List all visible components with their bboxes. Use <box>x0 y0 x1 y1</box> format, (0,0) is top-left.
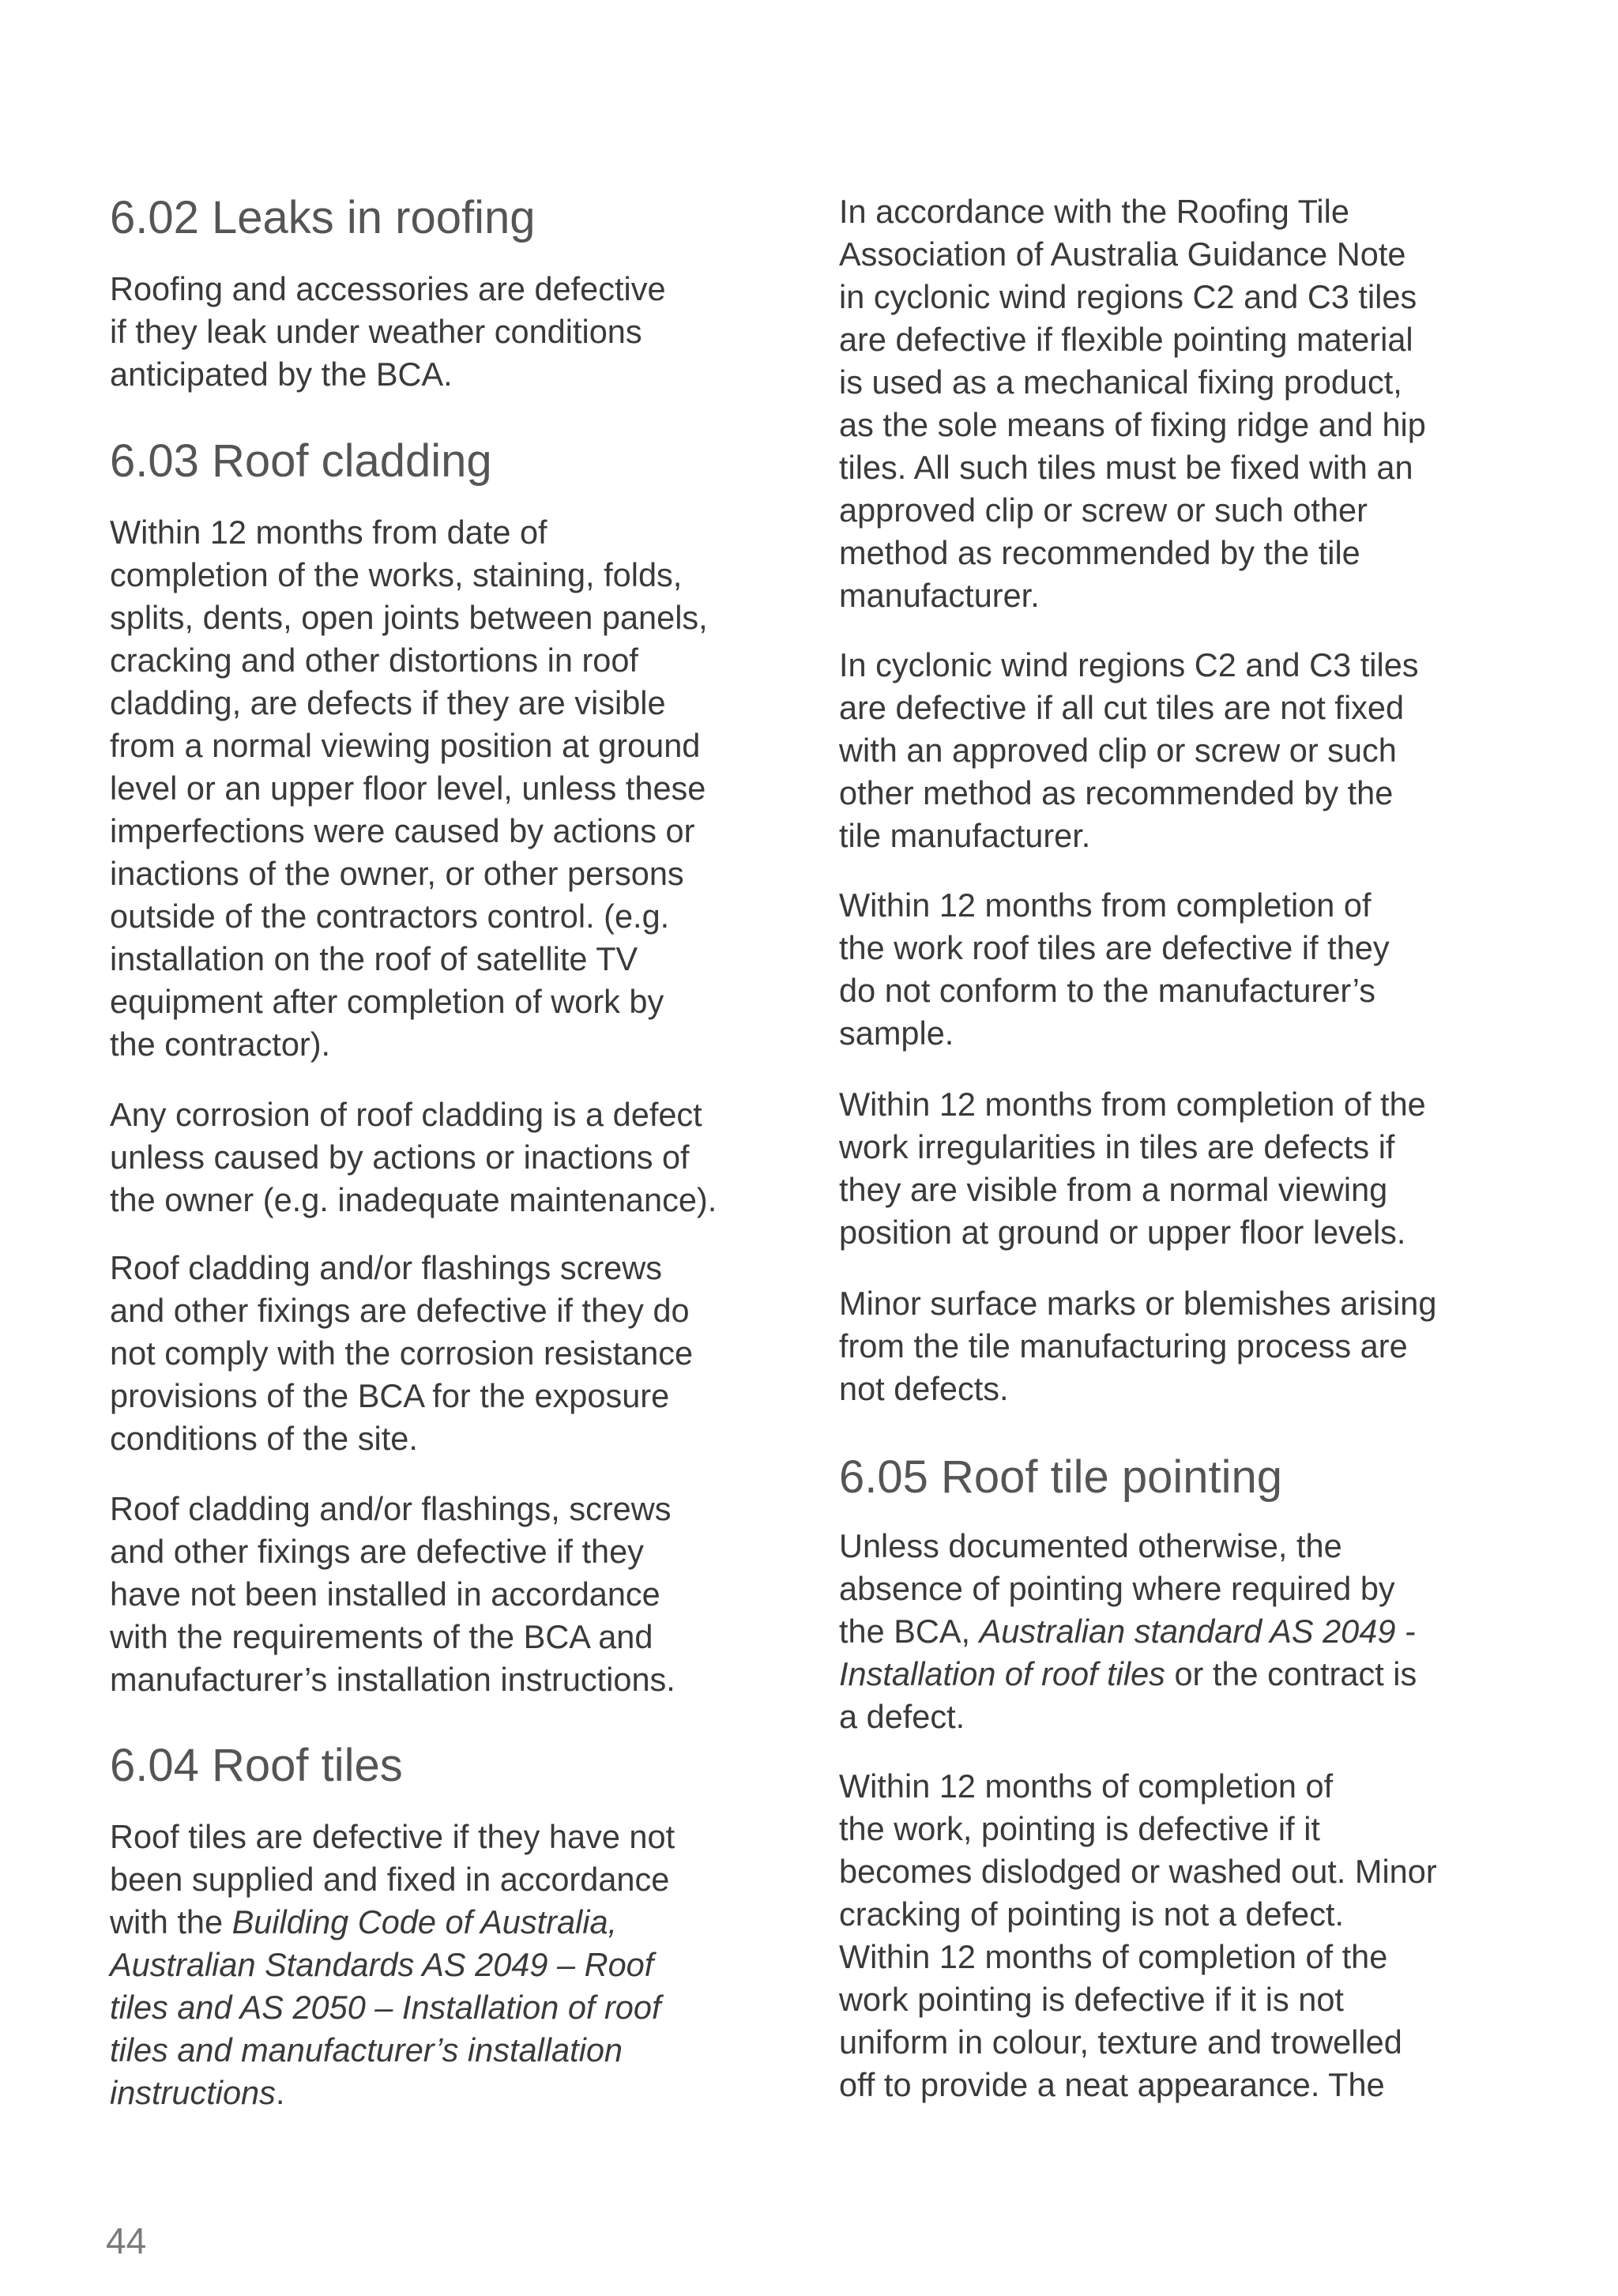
heading-6-03: 6.03 Roof cladding <box>110 435 492 487</box>
text-line: from the tile manufacturing process are <box>839 1327 1408 1364</box>
text-line: equipment after completion of work by <box>110 983 664 1020</box>
text-line: Within 12 months from completion of the <box>839 1086 1426 1123</box>
text-run: or the contract is <box>1165 1655 1417 1692</box>
text-line: cracking of pointing is not a defect. <box>839 1895 1345 1933</box>
text-line: Within 12 months of completion of <box>839 1767 1334 1805</box>
text-line: not defects. <box>839 1370 1009 1407</box>
paragraph-6-05-absence <box>839 1525 1417 1738</box>
text-line: tile manufacturer. <box>839 817 1091 854</box>
text-line: are defective if flexible pointing material <box>839 321 1413 358</box>
text-line: the work, pointing is defective if it <box>839 1810 1320 1847</box>
text-line: sample. <box>839 1014 954 1052</box>
italic-reference: Installation of roof tiles <box>839 1655 1165 1692</box>
text-line: if they leak under weather conditions <box>110 313 642 350</box>
text-run: the BCA, <box>839 1613 980 1650</box>
text-line: the owner (e.g. inadequate maintenance). <box>110 1181 717 1218</box>
text-line: approved clip or screw or such other <box>839 491 1368 529</box>
text-line: work irregularities in tiles are defects if <box>839 1128 1395 1165</box>
text-line: Unless documented otherwise, the <box>839 1527 1342 1564</box>
text-line: Within 12 months from date of <box>110 514 547 551</box>
text-line: is used as a mechanical fixing product, <box>839 363 1402 401</box>
text-line: from a normal viewing position at ground <box>110 727 701 764</box>
text-line: Association of Australia Guidance Note <box>839 235 1406 273</box>
paragraph-6-04-irregularities <box>839 1083 1426 1254</box>
text-line: other method as recommended by the <box>839 774 1394 811</box>
text-line <box>110 1986 675 2029</box>
text-line: completion of the works, staining, folds, <box>110 556 683 593</box>
text-line: and other fixings are defective if they <box>110 1533 644 1570</box>
text-line: in cyclonic wind regions C2 and C3 tiles <box>839 278 1417 315</box>
text-line: Roof cladding and/or flashings screws <box>110 1249 662 1286</box>
text-line: work pointing is defective if it is not <box>839 1981 1344 2018</box>
text-line: method as recommended by the tile <box>839 534 1360 571</box>
text-line: inactions of the owner, or other persons <box>110 855 684 892</box>
text-line: conditions of the site. <box>110 1420 418 1457</box>
text-line: Any corrosion of roof cladding is a defect <box>110 1096 702 1133</box>
page-number: 44 <box>106 2220 147 2261</box>
text-run: with the <box>110 1903 232 1940</box>
paragraph-6-04-cyclonic-pointing <box>839 190 1426 617</box>
paragraph-6-02-leaks <box>110 268 666 396</box>
text-line <box>110 2029 675 2072</box>
text-line: and other fixings are defective if they do <box>110 1292 690 1329</box>
italic-reference: tiles and AS 2050 – Installation of roof <box>110 1989 661 2026</box>
text-line: absence of pointing where required by <box>839 1570 1395 1607</box>
text-line: imperfections were caused by actions or <box>110 812 695 849</box>
paragraph-6-04-sample <box>839 884 1390 1055</box>
text-line: manufacturer’s installation instructions. <box>110 1661 675 1698</box>
paragraph-6-04-supply <box>110 1816 675 2114</box>
text-line <box>839 1653 1417 1696</box>
text-line: Roofing and accessories are defective <box>110 270 666 307</box>
text-run: . <box>275 2074 285 2111</box>
text-line: not comply with the corrosion resistance <box>110 1334 694 1372</box>
heading-6-05: 6.05 Roof tile pointing <box>839 1451 1283 1503</box>
paragraph-6-05-dislodged <box>839 1765 1437 2106</box>
text-line: the work roof tiles are defective if they <box>839 929 1390 966</box>
italic-reference: Building Code of Australia, <box>231 1903 618 1940</box>
text-line: becomes dislodged or washed out. Minor <box>839 1853 1437 1890</box>
paragraph-6-03-corrosion <box>110 1093 717 1221</box>
text-line: In accordance with the Roofing Tile <box>839 193 1349 230</box>
text-line <box>110 1901 675 1944</box>
text-line <box>110 1944 675 1986</box>
text-line: they are visible from a normal viewing <box>839 1171 1388 1208</box>
text-line: level or an upper floor level, unless these <box>110 770 706 807</box>
heading-6-02: 6.02 Leaks in roofing <box>110 192 536 243</box>
text-line: are defective if all cut tiles are not fixed <box>839 689 1405 726</box>
text-line: have not been installed in accordance <box>110 1575 660 1613</box>
text-line: installation on the roof of satellite TV <box>110 940 638 977</box>
text-line <box>110 2072 675 2114</box>
paragraph-6-03-staining <box>110 511 708 1066</box>
text-line: tiles. All such tiles must be fixed with an <box>839 449 1413 486</box>
text-line: off to provide a neat appearance. The <box>839 2066 1385 2103</box>
text-line: the contractor). <box>110 1026 331 1063</box>
text-line: Roof cladding and/or flashings, screws <box>110 1490 672 1527</box>
text-line: uniform in colour, texture and trowelled <box>839 2023 1402 2061</box>
italic-reference: tiles and manufacturer’s installation <box>110 2031 623 2068</box>
italic-reference: Australian Standards AS 2049 – Roof <box>110 1946 654 1983</box>
heading-6-04: 6.04 Roof tiles <box>110 1740 403 1791</box>
text-line: been supplied and fixed in accordance <box>110 1861 670 1898</box>
text-line: unless caused by actions or inactions of <box>110 1139 690 1176</box>
italic-reference: instructions <box>110 2074 276 2111</box>
paragraph-6-03-installation <box>110 1488 675 1701</box>
text-line: with an approved clip or screw or such <box>839 732 1397 769</box>
text-line: manufacturer. <box>839 577 1040 614</box>
text-line <box>839 1610 1417 1653</box>
text-line: a defect. <box>839 1698 965 1735</box>
italic-reference: Australian standard AS 2049 - <box>979 1613 1416 1650</box>
text-line: with the requirements of the BCA and <box>110 1618 653 1655</box>
paragraph-6-03-fixings-bca <box>110 1247 693 1460</box>
text-line: Roof tiles are defective if they have not <box>110 1818 675 1855</box>
text-line: position at ground or upper floor levels. <box>839 1214 1406 1251</box>
text-line: splits, dents, open joints between panels, <box>110 599 708 636</box>
text-line: cracking and other distortions in roof <box>110 642 638 679</box>
text-line: provisions of the BCA for the exposure <box>110 1377 670 1414</box>
paragraph-6-04-blemishes <box>839 1282 1436 1410</box>
text-line: do not conform to the manufacturer’s <box>839 972 1375 1009</box>
text-line: as the sole means of fixing ridge and hip <box>839 406 1426 443</box>
paragraph-6-04-cut-tiles <box>839 644 1419 857</box>
text-line: anticipated by the BCA. <box>110 356 453 393</box>
text-line: In cyclonic wind regions C2 and C3 tiles <box>839 646 1419 683</box>
text-line: Within 12 months from completion of <box>839 886 1372 924</box>
text-line: outside of the contractors control. (e.g. <box>110 898 670 935</box>
text-line: Within 12 months of completion of the <box>839 1938 1388 1975</box>
text-line: cladding, are defects if they are visible <box>110 684 666 721</box>
text-line: Minor surface marks or blemishes arising <box>839 1285 1437 1322</box>
